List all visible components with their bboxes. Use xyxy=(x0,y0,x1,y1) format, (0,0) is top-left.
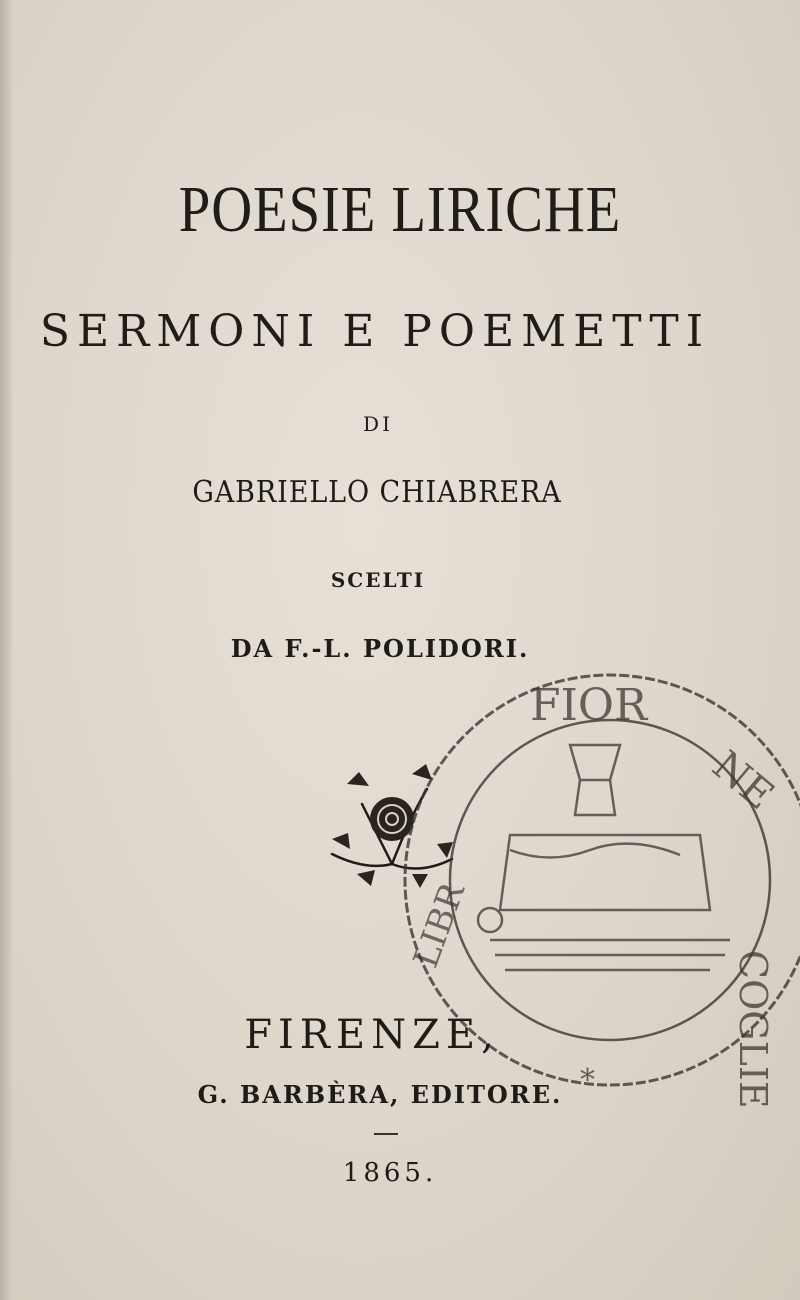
editor-credit: DA F.-L. POLIDORI. xyxy=(230,634,530,663)
publisher: G. BARBÈRA, EDITORE. xyxy=(197,1080,563,1109)
selected-label: SCELTI xyxy=(330,568,426,592)
city: FIRENZE, xyxy=(244,1012,500,1058)
author-name: GABRIELLO CHIABRERA xyxy=(192,475,562,510)
publication-year: 1865. xyxy=(342,1158,438,1188)
svg-text:NE: NE xyxy=(703,742,783,819)
title-line-2: SERMONI E POEMETTI xyxy=(39,306,711,357)
svg-text:COGLIE: COGLIE xyxy=(731,950,775,1109)
title-line-1: POESIE LIRICHE xyxy=(178,173,622,246)
divider-rule xyxy=(374,1133,398,1135)
svg-text:FIOR: FIOR xyxy=(530,680,648,731)
by-label: DI xyxy=(363,412,393,436)
svg-text:LIBR: LIBR xyxy=(405,878,474,974)
svg-text:*: * xyxy=(580,1063,595,1098)
